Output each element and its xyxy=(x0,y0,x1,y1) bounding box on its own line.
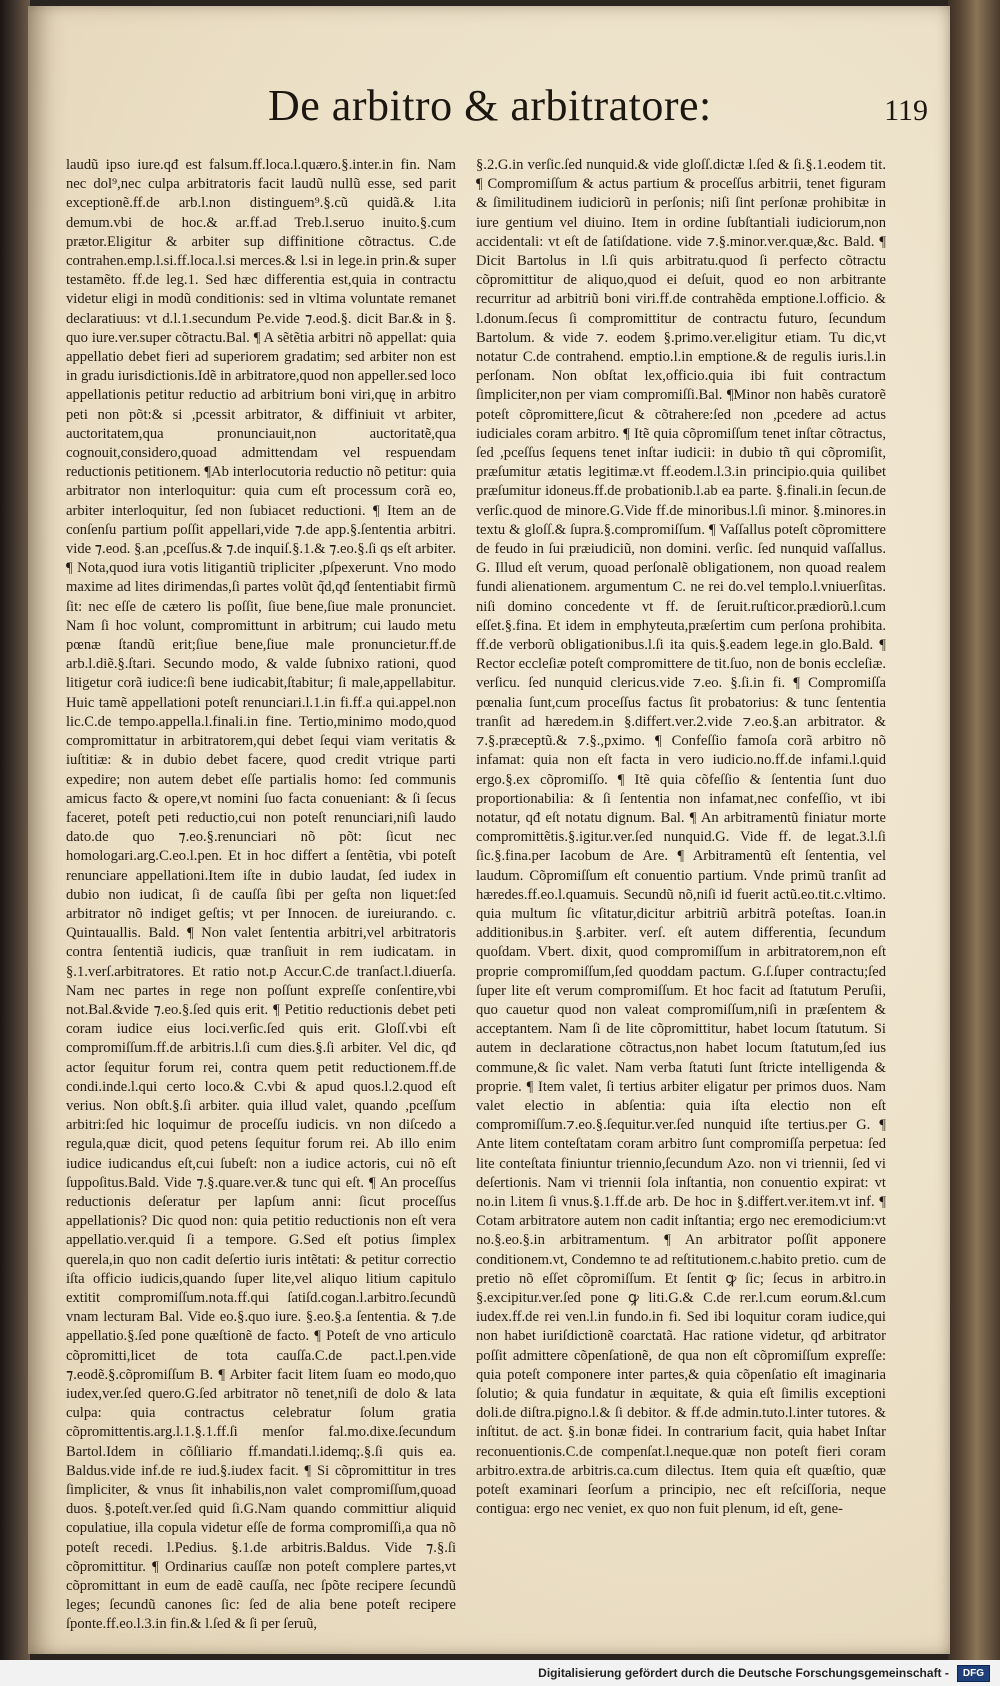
folio-number: 119 xyxy=(884,94,928,127)
dfg-logo-icon: DFG xyxy=(957,1665,990,1682)
right-text-column xyxy=(476,156,886,1518)
left-text-column xyxy=(66,156,456,1633)
digitization-footer xyxy=(0,1660,1000,1686)
running-head xyxy=(268,80,928,140)
book-gutter xyxy=(0,0,30,1660)
left-column-paragraph: laudũ ipso iure.qđ est falsum.ff.loca.l.quæro.§.inter.in fin. Nam nec dol⁹,nec culpa arbitratoris facit laudũ nullũ esse, sed parit exceptionẽ.ff.de arb.l.non distinguem⁹.§.cũ quidã.& l.ita demum.vbi de hoc.& ar.ff.ad Treb.l.seruo inuito.§.cum prætor.Eligitur & arbiter sup diffinitione cõtractus. C.de contrahen.emp.l.si.ff.loca.l.si merces.& l.si in lege.in prin.& super testamẽto. ff.de leg.1. Sed hæc differentia est,quia in contractu videtur eligi in modũ conditionis: sed in vltima voluntate remanet declaratiuus: vt d.l.1.secundum Pe.vide ⁊.eod.§. dicit Bar.& in §. quo iure.ver.super cõtractu.Bal. ¶ A sẽtẽtia arbitri nõ appellat: quia appellatio debet fieri ad superiorem gradatim; sed arbiter non est in gradu iurisdictionis.Idẽ in arbitratore,quod non appeller.sed loco appellationis petitur reductio ad arbitrium boni viri,quę in arbitro peti non põt:& si ,pcessit arbitrator, & diffiniuit vt arbiter, auctoritatem,qua pronunciauit,non auctoritatẽ,qua cognouit,considero,quoad admittendam vel respuendam reductionis petitionem. ¶Ab interlocutoria reductio nõ petitur: quia arbitrator non interloquitur: quia cum eſt processum corã eo, arbiter interloquitur, ſed non ſubiacet reductioni. ¶ Item an de conſenſu partium poſſit appellari,vide ⁊.de app.§.ſententia arbitri. vide ⁊.eod. §.an ,pceſſus.& ⁊.de inquiſ.§.1.& ⁊.eo.§.ſi qs eſt arbiter. ¶ Nota,quod iura votis litigantiũ tripliciter ,pſpexerunt. Vno modo maxime ad lites dirimendas,ſi partes volũt q̃d,qđ ſententiabit firmũ ſit: nec eſſe de cætero lis poſſit, ſiue bene,ſiue male pronunciet. Nam ſi hoc volunt, compromittunt in arbitrum; cui laudo metu pœnæ ſtandũ erit;ſiue bene,ſiue male pronuncietur.ff.de arb.l.diẽ.§.ſtari. Secundo modo, & valde ſubnixo rationi, quod litigetur corã iudice:ſi bene iudicabit,ſtabitur; ſi male,appellabitur. Huic tamẽ appellationi poteſt renunciari.l.1.in fi.ff.a qui.appel.non lic.C.de tempo.appella.l.finali.in fine. Tertio,minimo modo,quod compromittatur in arbitratorem,qui debet ſequi viam veritatis & iuſtitiæ: & in dubio debet facere, quod credit vtrique parti expedire; non autem debet eſſe partialis homo: ſed communis amicus facto & opere,vt nomini ſuo facta conueniant: & ſi ſecus faceret, poteſt peti reductio,cui non poteſt renunciari,niſi laudo dato.de quo ⁊.eo.§.renunciari nõ põt: ſicut nec homologari.arg.C.eo.l.pen. Et in hoc differt a ſentẽtia, vbi poteſt renunciare appellationi.Item iſte in dubio laudat, ſed iudex in dubio non iudicat, ſi de cauſſa ſibi per geſta non liquet:ſed arbitrator nõ indiget geſtis; vt per Innocen. de iureiurando. c. Quintauallis. Bald. ¶ Non valet ſententia arbitri,vel arbitratoris contra ſententiã iudicis, quæ tranſiuit in rem iudicatam. in §.1.verſ.arbitratores. Et ratio not.p Accur.C.de tranſact.l.diuerſa. Nam nec partes in rege non poſſunt expreſſe conſentire,vbi not.Bal.&vide ⁊.eo.§.ſed quis erit. ¶ Petitio reductionis debet peti coram iudice eius loci.verſic.ſed quis erit. Gloſſ.vbi eſt compromiſſum.ff.de arbitris.l.ſi cum dies.§.ſi arbiter. Vel dic, qđ actor ſequitur forum rei, contra quem petit reductionem.ff.de condi.inde.l.qui certo loco.& C.vbi & apud quos.l.2.quod eſt verius. Non obſt.§.ſi arbiter. quia illud valet, quando ,pceſſum arbitri:ſed hic loquimur de proceſſu iudicis. vn non diſcedo a regula,quæ dicit, quod petens ſequitur forum rei. Ab illo enim iudice iudicandus eſt,cui ſubeſt: non a iudice actoris, cui nõ eſt ſuppoſitus.Bald. Vide ⁊.§.quare.ver.& tunc qui eſt. ¶ An proceſſus reductionis deſeratur per lapſum anni: ſicut proceſſus appellationis? Dic quod non: quia petitio reductionis non eſt vera appellatio.ver.quid ſi a tempore. G.Sed eſt potius ſimplex querela,in quo non cadit deſertio iuris intẽtati: & petitur correctio iſta officio iudicis,quando ſuper lite,vel aliquo litium capitulo extitit compromiſſum.nota.ff.qui ſatiſd.cogan.l.arbitro.ſecundũ vnam lecturam Bal. Vide eo.§.quo iure. §.eo.§.a ſententia. & ⁊.de appellatio.§.ſed pone quæſtionẽ de facto. ¶ Poteſt de vno articulo cõpromitti,licet de tota cauſſa.C.de pact.l.pen.vide ⁊.eodẽ.§.cõpromiſſum B. ¶ Arbiter facit litem ſuam eo modo,quo iudex,ver.ſed quero.G.ſed arbitrator nõ tenet,niſi de dolo & lata culpa: quia contractus celebratur ſolum gratia cõpromittentis.arg.l.1.§.1.ff.ſi menſor fal.mo.dixe.ſecundum Bartol.Idem in cõſiliario ff.mandati.l.idemq;.§.ſi quis ea. Baldus.vide inf.de re iud.§.iudex facit. ¶ Si cõpromittitur in tres ſimpliciter, & vnus ſit inhabilis,non valet compromiſſum,quoad duos. §.poteſt.ver.ſed quid ſi.G.Nam quando committiur aliquid copulatiue, illa copula videtur eſſe de forma compromiſſi,a qua nõ poteſt recedi. l.Pedius. §.1.de arbitris.Baldus. Vide ⁊.§.ſi cõpromittitur. ¶ Ordinarius cauſſæ non poteſt complere partes,vt cõpromittant in eum de eadẽ cauſſa, nec ſpõte recipere ſecundũ leges; ſecundũ canones ſic: ſed de alia bene poteſt recipere ſponte.ff.eo.l.3.in fin.& l.ſed & ſi per ſeruũ, xyxy=(66,157,456,1633)
book-page xyxy=(28,6,950,1654)
right-column-paragraph: §.2.G.in verſic.ſed nunquid.& vide gloſſ.dictæ l.ſed & ſi.§.1.eodem tit. ¶ Compromiſſum & actus partium & proceſſus arbitrii, tenet figuram & ſimilitudinem iudiciorũ in perſonis; niſi ſint perſonæ prohibitæ in iure gentium vel diuino. Item in ordine ſubſtantiali iudiciorum,non accidentali: vt eſt de ſatiſdatione. vide ⁊.§.minor.ver.quæ,&c. Bald. ¶ Dicit Bartolus in l.ſi quis arbitratu.quod ſi perfecto cõtractu cõpromittitur de aliquo,quod ei deſuit, quod eo non arbitrante recurritur ad arbitriũ boni viri.ff.de contrahẽda emptione.l.officio. & l.donum.ſecus ſi compromittitur de contractu futuro, ſecundum Bartolum. & vide ⁊. eodem §.primo.ver.eligitur etiam. Tu dic,vt notatur C.de contrahend. emptio.l.in emptione.& de regulis iuris.l.in perſonam. Non obſtat lex,officio.quia ibi fuit contractum ſimpliciter,non per viam compromiſſi.Bal. ¶Minor non habẽs curatorẽ poteſt cõpromittere,ſicut & cõtrahere:ſed non ,pcedere ad actus iudiciales coram arbitro. ¶ Itẽ quia cõpromiſſum tenet inſtar cõtractus, ſed ,pceſſus ſequens tenet inſtar iudicii: in dubio tñ qui cõpromiſit, præſumitur ætatis legitimæ.vt ff.eodem.l.3.in principio.quia quilibet præſumitur idoneus.ff.de probationib.l.ab ea parte. §.finali.in ſecun.de verſic.quod de minore.G.Vide ff.de minoribus.l.ſi minor. §.minores.in textu & gloſſ.& ſupra.§.compromiſſum. ¶ Vaſſallus poteſt cõpromittere de feudo in ſui præiudiciũ, non domini. verſic. ſed nunquid vaſſallus. G. Illud eſt verum, quoad perſonalẽ obligationem, non quoad realem fundi alienationem. argumentum C. ne rei do.vel templo.l.vniuerſitas. niſi domino concedente vt ff. de ſeruit.ruſticor.prædiorũ.l.cum eſſet.§.fina. Et idem in emphyteuta,præſertim cum perſona prohibita. ff.de verborũ obligationibus.l.ſi ita quis.§.eadem lege.in glo.Bald. ¶ Rector eccleſiæ poteſt compromittere de tit.ſuo, non de bonis eccleſiæ. verſicu. ſed nunquid clericus.vide ⁊.eo. §.ſi.in fi. ¶ Compromiſſa pœnalia ſunt,cum proceſſus factus ſit probatorius: & tunc ſententia tranſit ad hæredem.in §.differt.ver.2.vide ⁊.eo.§.an arbitrator. & ⁊.§.præceptũ.& ⁊.§.,pximo. ¶ Confeſſio famoſa corã arbitro nõ infamat: quia non eſt facta in vero iudicio.no.ff.de infami.l.quid ergo.§.ex cõpromiſſo. ¶ Itẽ quia cõfeſſio & ſententia ſunt duo proportionabilia: & ſi ſententia non infamat,nec confeſſio, vt ibi notatur, qđ eſt notatu dignum. Bal. ¶ An arbitramentũ finiatur morte compromittẽtis.§.igitur.ver.ſed nunquid.G. Vide ff. de legat.3.l.ſi ſic.§.fina.per Iacobum de Are. ¶ Arbitramentũ eſt ſententia, vel laudum. Cõpromiſſum eſt conuentio partium. Vnde primũ tranſit ad hæredes.ff.eo.l.quamuis. Secundũ nõ,niſi id fuerit actũ.eo.tit.c.vltimo. quia multum ſic vſitatur,dicitur arbitriũ arbitrã poteſtas. Ioan.in additionibus.in §.arbiter. verſ. eſt autem differentia, ſecundum quoſdam. Vbert. dixit, quod compromiſſum in arbitratorem,non eſt proprie compromiſſum,ſed quoddam pactum. G.ſ.ſuper contractu;ſed ſuper lite eſt verum compromiſſum. Et hoc facit ad ſtatutum Peruſii, quo cauetur quod non valeat compromiſſum,niſi in præſentem & acceptantem. Nam ſi de lite cõpromittitur, habet locum ſtatutum. Si autem in declaratione cõtractus,non habet locum ſtatutum,ſed ius commune,& ſic valet. Nam verba ſtatuti ſunt ſtricte intelligenda & proprie. ¶ Item valet, ſi tertius arbiter eligatur per primos duos. Nam valet electio in abſentia: quia iſta electio non eſt compromiſſum.⁊.eo.§.ſequitur.ver.ſed nunquid iſte tertius.per G. ¶ Ante litem conteſtatam coram arbitro ſunt compromiſſa perpetua: ſed lite conteſtata finiuntur triennio,ſecundum Azo. non vi triennii, ſed vi deſertionis. Nam vi triennii ſola inſtantia, non conuentio expirat: vt no.in l.item ſi vnus.§.1.ff.de arb. De hoc in §.differt.ver.item.vt inf. ¶ Cotam arbitratore autem non cadit inſtantia; ergo nec eremodicium:vt no.§.eo.§.in arbitramentum. ¶ An arbitrator poſſit apponere conditionem.vt, Condemno te ad reſtitutionem.c.habito pretio. cum de pretio nõ eſſet cõpromiſſum. Et ſentit ꝙ ſic; ſecus in arbitro.in §.excipitur.ver.ſed pone ꝙ liti.G.& C.de rer.l.cum eorum.&l.cum iudex.ff.de rei ven.l.in fundo.in fi. Sed ibi loquitur coram iudice,qui non habet iuriſdictionẽ coarctatã. Hac ratione videtur, qđ arbitrator poſſit admittere cõpenſationẽ, de qua non eſt cõpromiſſum expreſſe: quia poteſt componere inter partes,& quia cõpenſatio eſt imaginaria ſolutio; & quia fundatur in æquitate, & quia eſt ſimilis exceptioni doli.de diſtra.pigno.l.& ſi debitor. & ff.de admin.tuto.l.inter tutores. & inſtitut. de act. §.in bonæ fidei. In contrarium facit, quia habet Inſtar reconuentionis.C.de compenſat.l.neque.quæ non poteſt fieri coram arbitro.extra.de arbitris.ca.cum dilectus. Item quia eſt quæſtio, quæ poteſt examinari ſeorſum a principio, nec eſt reſciſſoria, neque contigua: ergo nec veniet, ex quo non fuit plenum, id eſt, gene- xyxy=(476,157,886,1518)
book-fore-edge xyxy=(948,0,1000,1660)
funding-credit: Digitalisierung gefördert durch die Deutsche Forschungsgemeinschaft - xyxy=(538,1666,949,1680)
running-head-title: De arbitro & arbitratore: xyxy=(268,81,712,130)
